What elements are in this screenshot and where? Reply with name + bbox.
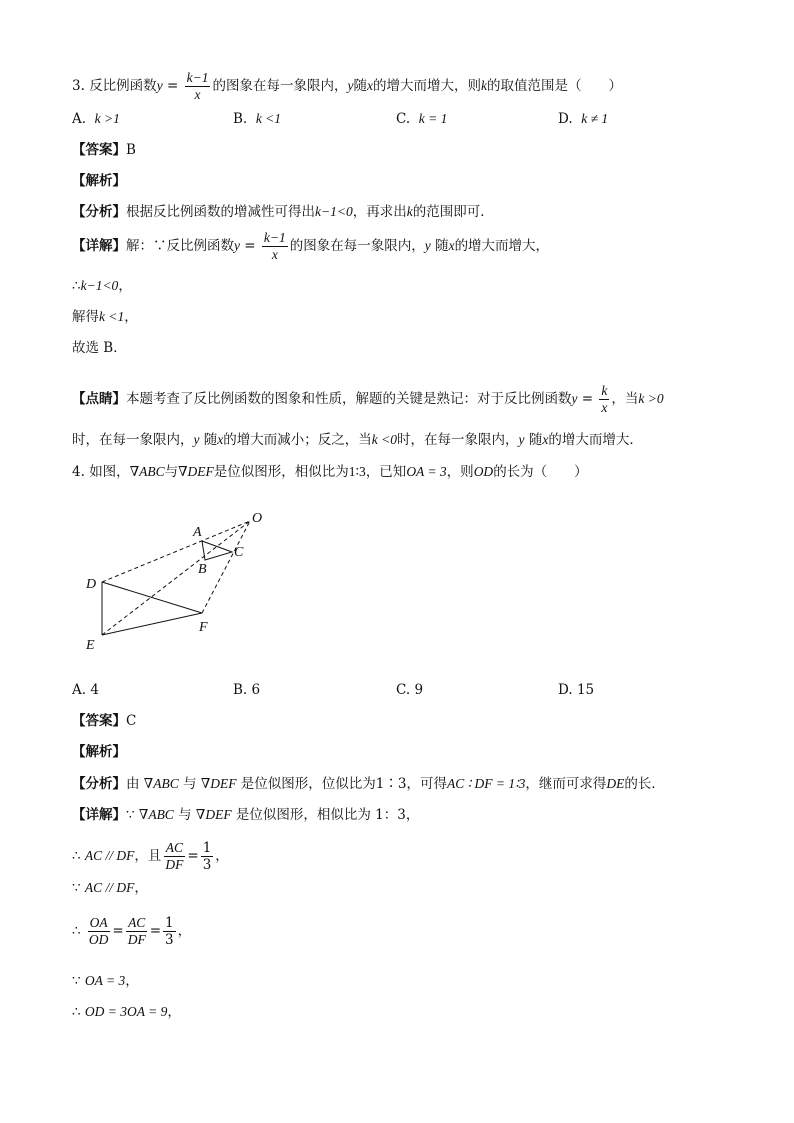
q3-xiangjie-text: 解：∵反比例函数 [126,238,234,254]
q4-s3-frac2 [126,915,148,948]
q4-xiangjie-b: 与 [178,807,192,823]
q3-fenxi-text-c: 的范围即可． [412,204,494,220]
ray-oe [102,521,250,635]
ray-of [202,521,250,613]
q3-dianjing [72,383,664,416]
q4-s3-frac3 [163,915,176,948]
q4-s3-f3-num: 1 [165,915,174,931]
q4-s1-ratio-num: 1 [202,840,212,856]
q3-dianjing-text-b: ，当 [611,391,639,407]
q4-option-c-value: 9 [414,682,424,698]
q4-stem-e: ，则 [446,464,474,480]
q3-answer [72,140,136,160]
q4-step1 [72,840,229,873]
q3-dianjing-cont [72,430,643,450]
q4-s1-eq: = [187,848,199,864]
q4-s3-f1-num: OA [89,915,108,930]
segment-df [102,582,202,613]
q3-dianjing-text-f: 时，在每一象限内， [397,432,519,448]
q3-dianjing-x2: x [542,432,549,447]
q3-fenxi-text-b: ，再求出 [352,204,407,220]
q4-fenxi-b: 与 [183,776,197,792]
q4-s1-expr: AC // DF [84,848,135,863]
q4-s1-ratio [201,840,214,873]
q4-fenxi-tag: 【分析】 [72,776,126,792]
q4-s3-f3-den: 3 [165,932,174,948]
q3-dianjing-frac-den: x [601,400,608,415]
q4-fenxi [72,774,665,794]
q3-option-b-value: k <1 [255,111,282,126]
q3-xiangjie-func-y: y [234,238,240,253]
q4-fenxi-ratio: 1∶3 [375,776,407,792]
q4-number: 4. [72,464,85,480]
q3-xiangjie-x: x [448,238,455,253]
q4-stem-d: ，已知 [365,464,407,480]
q3-step2-end: ， [124,309,138,325]
q4-s3-f1-den: OD [88,932,109,947]
q3-option-d-label: D. [558,111,573,127]
q3-therefore-symbol: ∴ [72,278,81,294]
q3-dianjing-y1: y [193,432,200,447]
q3-stem-y: y [347,78,354,93]
triangle-abc [202,541,232,560]
q3-stem-k: k [480,78,487,93]
q4-option-c-label: C. [396,682,411,698]
q3-xiangjie-text-d: 的增大而增大， [454,238,550,254]
q4-s1-fraction [163,840,185,873]
q3-xiangjie-y: y [424,238,431,253]
q3-func-y: y [156,78,163,93]
q3-xiangjie-tag: 【详解】 [72,238,126,254]
q4-s5-therefore: ∴ [72,1004,81,1020]
q4-step2 [72,878,148,898]
q4-s3-f2-num: AC [128,915,146,930]
q4-s1-frac-den: DF [165,857,184,872]
q4-xiangjie-tag: 【详解】 [72,807,126,823]
q4-option-a-value: 4 [90,682,99,698]
q3-stem [72,70,622,103]
q3-dianjing-y2: y [518,432,525,447]
q4-s4-because: ∵ [72,973,81,989]
q4-fenxi-d: ，可得 [406,776,447,792]
q3-xiangjie-text-c: 随 [435,238,449,254]
q4-s4-end: ， [125,973,139,989]
q4-s1-mid: ，且 [134,848,162,864]
q3-step2 [72,307,138,327]
q3-answer-tag: 【答案】 [72,142,126,158]
q4-option-d[interactable] [558,680,594,700]
q4-option-b[interactable] [233,680,260,700]
q3-xiangjie [72,230,549,263]
q3-dianjing-text-e: 的增大而减小；反之，当 [223,432,372,448]
q4-fenxi-tri1: ∇ABC [143,776,179,791]
q3-dianjing-text-c: 时，在每一象限内， [72,432,194,448]
q4-because-symbol: ∵ [126,807,135,823]
q4-option-d-value: 15 [576,682,595,698]
q3-func-fraction [185,70,211,103]
q4-step3 [72,915,191,948]
q4-s5-expr: OD = 3OA = 9 [84,1004,168,1019]
q4-xiangjie-tri2: ∇DEF [195,807,232,822]
q3-xiangjie-frac-den: x [271,247,278,262]
q4-tri1: ∇ABC [129,464,165,479]
label-o: O [252,511,263,526]
q4-option-c[interactable] [396,680,423,700]
q4-target: OD [473,464,494,479]
q3-xiangjie-text-b: 的图象在每一象限内， [289,238,425,254]
label-f: F [199,620,208,635]
q3-fenxi-text: 根据反比例函数的增减性可得出 [126,204,315,220]
q4-xiangjie-tri1: ∇ABC [138,807,174,822]
q3-fenxi-expr: k−1<0 [315,204,353,219]
q3-xiangjie-eq: = [244,238,256,254]
q4-step4 [72,971,139,991]
label-e: E [86,638,95,653]
q3-func-eq: = [166,78,179,94]
q4-fenxi-text: 由 [126,776,140,792]
q3-fenxi-k: k [406,204,413,219]
q3-step1 [72,276,132,296]
q4-fenxi-e: ，继而可求得 [525,776,607,792]
label-a: A [193,525,202,540]
q4-s3-therefore: ∴ [72,923,81,939]
q3-dianjing-frac-num: k [601,383,608,398]
q4-answer [72,711,136,731]
q3-option-c-label: C. [396,111,411,127]
q3-stem-text: 反比例函数 [89,78,157,94]
q4-ratio: 1∶3 [348,464,366,479]
q3-option-b[interactable] [233,109,281,129]
q4-s1-end: ， [215,848,229,864]
q4-s1-ratio-den: 3 [202,857,212,873]
q4-s4-expr: OA = 3 [84,973,126,988]
q3-option-a-label: A. [72,111,87,127]
q4-analysis-tag: 【解析】 [72,744,126,760]
q4-option-d-label: D. [558,682,573,698]
q3-dianjing-eq: = [581,391,594,407]
q4-xiangjie [72,805,419,825]
q3-dianjing-text-d: 随 [203,432,218,448]
q3-step1-end: ， [118,278,132,294]
label-b: B [198,562,207,577]
q4-fenxi-de: DE [606,776,625,791]
q3-dianjing-func-y: y [571,391,578,406]
ray-od [102,521,250,582]
q4-s3-f2-den: DF [127,932,146,947]
q3-option-a-value: k >1 [94,111,120,126]
q3-fenxi [72,202,494,222]
q4-s3-frac1 [87,915,111,948]
q4-fenxi-f: 的长． [624,776,665,792]
q3-xiangjie-fraction [262,230,288,263]
q4-fenxi-tri2: ∇DEF [200,776,237,791]
q4-fenxi-expr: AC ∶ DF = 1∶3 [446,776,526,791]
q4-analysis-heading [72,742,126,762]
q4-s5-end: ， [167,1004,181,1020]
q3-stem-mid2: 的增大而增大，则 [372,78,481,94]
q4-step5 [72,1002,181,1022]
q3-dianjing-text-g: 随 [528,432,543,448]
q3-dianjing-expr2: k <0 [371,432,398,447]
label-c: C [234,545,244,560]
q4-s2-because: ∵ [72,880,81,896]
q3-answer-value: B [126,142,136,158]
q3-option-b-label: B. [233,111,248,127]
q4-given: OA = 3 [406,464,447,479]
q3-dianjing-tag: 【点睛】 [72,391,126,407]
q3-analysis-tag: 【解析】 [72,173,126,189]
q4-s3-eq2: = [149,923,162,939]
q3-dianjing-x1: x [217,432,224,447]
q3-step2-text: 解得 [72,309,99,325]
q3-number: 3. [72,78,85,94]
q3-step3-text: 故选 B． [72,340,127,356]
q3-stem-x: x [366,78,373,93]
q4-stem-c: 是位似图形，相似比为 [213,464,349,480]
q3-stem-mid: 随 [353,78,367,94]
q3-option-d[interactable] [558,109,608,129]
q3-dianjing-text: 本题考查了反比例函数的图象和性质，解题的关键是熟记：对于反比例函数 [126,391,572,407]
q4-homothety-diagram [72,505,292,655]
q4-s2-expr: AC // DF [84,880,135,895]
q3-frac-den: x [194,87,201,102]
q4-s3-eq1: = [112,923,124,939]
q3-analysis-heading [72,171,126,191]
q3-option-a[interactable] [72,109,120,129]
q4-tri2: ∇DEF [178,464,214,479]
q3-xiangjie-frac-num: k−1 [263,230,286,245]
q3-option-d-value: k ≠ 1 [581,111,609,126]
q4-xiangjie-c: 是位似图形，相似比为 1：3， [235,807,420,823]
q3-dianjing-fraction [599,383,609,416]
segment-ef [102,613,202,635]
q4-s2-end: ， [134,880,148,896]
label-d: D [86,577,97,592]
q4-s3-end: ， [177,923,192,939]
q4-stem-text: 如图， [89,464,130,480]
q4-answer-tag: 【答案】 [72,713,126,729]
q3-stem-after: 的图象在每一象限内， [212,78,348,94]
q3-frac-num: k−1 [186,70,209,85]
q3-step1-expr: k−1<0 [80,278,119,293]
q4-option-b-label: B. [233,682,248,698]
q3-dianjing-text-h: 的增大而增大． [548,432,643,448]
q3-option-c[interactable] [396,109,447,129]
q4-stem-f: 的长为（ ） [493,464,588,480]
q3-dianjing-expr: k >0 [638,391,664,406]
q3-option-c-value: k = 1 [418,111,448,126]
q4-answer-value: C [126,713,137,729]
q4-s1-frac-num: AC [165,840,184,855]
q4-fenxi-c: 是位似图形，位似比为 [240,776,376,792]
q4-stem [72,462,588,482]
q3-stem-end: 的取值范围是（ ） [486,78,622,94]
q3-fenxi-tag: 【分析】 [72,204,126,220]
q4-option-b-value: 6 [251,682,261,698]
q3-step3 [72,338,127,358]
q4-stem-b: 与 [164,464,179,480]
q4-s1-therefore: ∴ [72,848,81,864]
q3-step2-expr: k <1 [99,309,125,324]
q4-option-a-label: A. [72,682,87,698]
q4-option-a[interactable] [72,680,99,700]
